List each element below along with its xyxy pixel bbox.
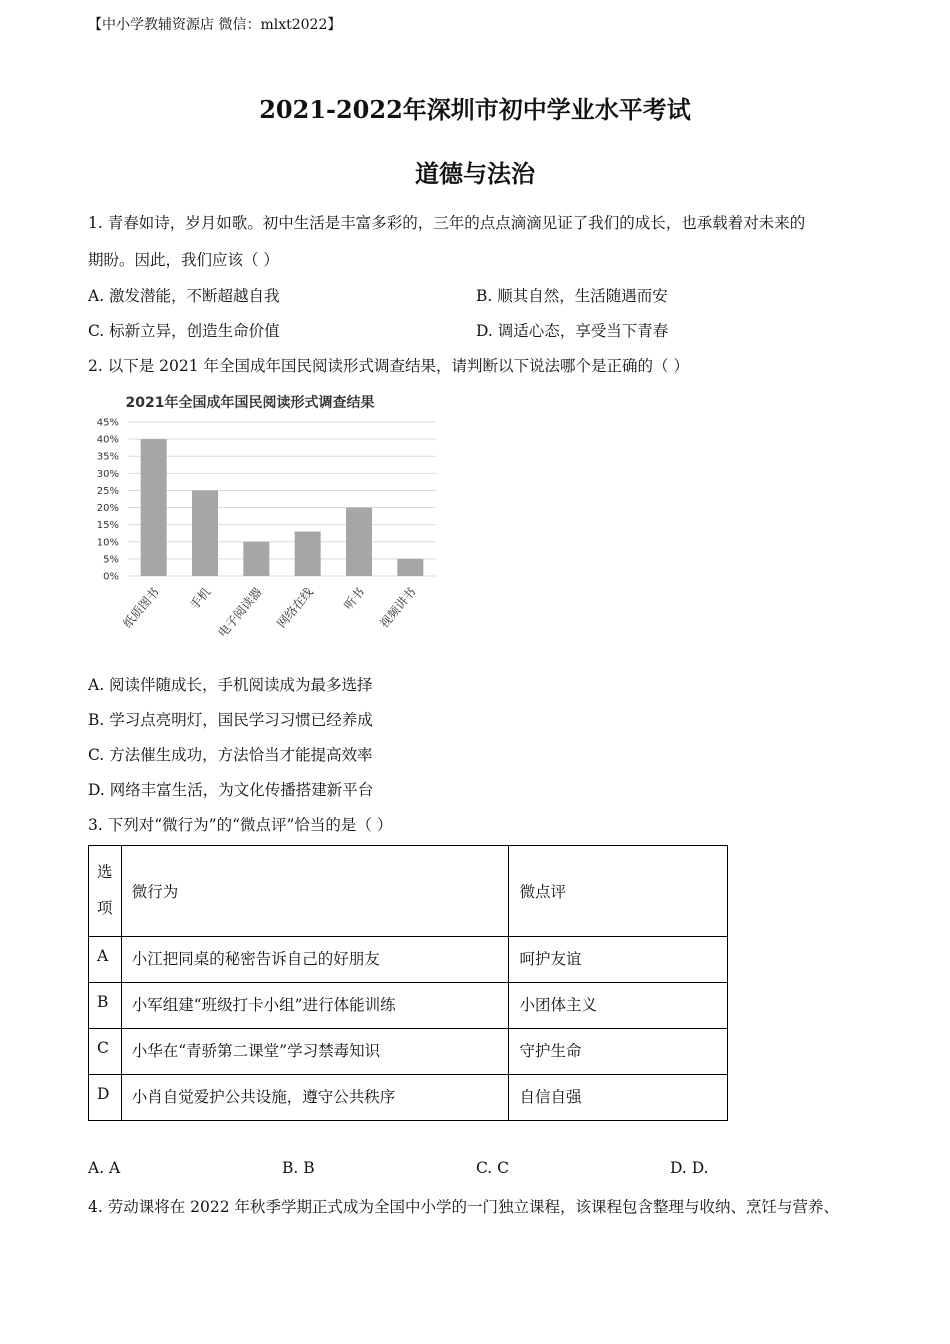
table-row [89,937,728,983]
q2-option-b: B. 学习点亮明灯，国民学习习惯已经养成 [88,711,373,729]
q2-option-a: A. 阅读伴随成长，手机阅读成为最多选择 [88,676,373,694]
bar [141,439,167,576]
row-comment: 自信自强 [509,1075,728,1121]
header-option-char: 项 [97,899,113,917]
q2-stem: 2. 以下是 2021 年全国成年国民阅读形式调查结果，请判断以下说法哪个是正确的（ ） [88,357,689,375]
q2-option-c: C. 方法催生成功，方法恰当才能提高效率 [88,746,373,764]
x-tick-label: 电子阅读器 [215,584,265,640]
q3-answer-a: A. A [88,1159,121,1177]
row-option: D [89,1075,122,1121]
x-tick-label: 网络在线 [274,584,316,631]
y-tick-label: 10% [96,537,119,549]
table-row [89,1075,728,1121]
q1-option-b: B. 顺其自然，生活随遇而安 [476,287,668,305]
row-behavior: 小军组建“班级打卡小组”进行体能训练 [121,983,509,1029]
y-tick-label: 25% [96,485,119,497]
q3-answer-d: D. D. [670,1159,709,1177]
q3-answer-b: B. B [282,1159,315,1177]
subject-title: 道德与法治 [415,159,535,188]
header-note: 【中小学教辅资源店 微信：mlxt2022】 [88,17,342,33]
q3-stem: 3. 下列对“微行为”的“微点评”恰当的是（ ） [88,816,393,834]
x-tick-label: 听书 [341,584,368,613]
q1-option-d: D. 调适心态，享受当下青春 [476,322,669,340]
bar [192,490,218,576]
y-tick-label: 20% [96,503,119,515]
q1-option-a: A. 激发潜能，不断超越自我 [88,287,280,305]
x-tick-label: 视频讲书 [377,584,419,631]
row-behavior: 小江把同桌的秘密告诉自己的好朋友 [121,937,509,983]
exam-title: 2021-2022年深圳市初中学业水平考试 [259,95,691,124]
table-header-row [89,846,728,937]
y-tick-label: 30% [96,468,119,480]
y-tick-label: 15% [96,520,119,532]
row-behavior: 小肖自觉爱护公共设施，遵守公共秩序 [121,1075,509,1121]
q3-table [88,845,728,1121]
row-comment: 守护生命 [509,1029,728,1075]
row-option: A [89,937,122,983]
y-tick-label: 0% [103,571,119,583]
q3-answer-c: C. C [476,1159,510,1177]
table-row [89,983,728,1029]
table-row [89,1029,728,1075]
q1-stem-line1: 1. 青春如诗，岁月如歌。初中生活是丰富多彩的，三年的点点滴滴见证了我们的成长，也承载着对未来的 [88,214,806,232]
header-comment: 微点评 [509,846,728,937]
header-option [89,846,122,937]
row-option: B [89,983,122,1029]
header-option-char: 选 [97,863,113,881]
y-tick-label: 5% [103,554,119,566]
bar [346,508,372,576]
x-tick-label: 手机 [187,584,214,613]
header-behavior: 微行为 [121,846,509,937]
bar [243,542,269,576]
q2-option-d: D. 网络丰富生活，为文化传播搭建新平台 [88,781,374,799]
row-comment: 小团体主义 [509,983,728,1029]
q1-stem-line2: 期盼。因此，我们应该（ ） [88,251,279,269]
y-tick-label: 40% [96,434,119,446]
bar [295,532,321,576]
row-option: C [89,1029,122,1075]
chart-title: 2021年全国成年国民阅读形式调查结果 [125,395,375,411]
row-comment: 呵护友谊 [509,937,728,983]
reading-form-chart [90,385,450,655]
q1-option-c: C. 标新立异，创造生命价值 [88,322,280,340]
row-behavior: 小华在“青骄第二课堂”学习禁毒知识 [121,1029,509,1075]
q4-stem: 4. 劳动课将在 2022 年秋季学期正式成为全国中小学的一门独立课程，该课程包含整理与收纳、烹饪与营养、 [88,1198,840,1216]
y-tick-label: 35% [96,451,119,463]
x-tick-label: 纸质图书 [120,584,162,631]
y-tick-label: 45% [96,417,119,429]
bar [397,559,423,576]
